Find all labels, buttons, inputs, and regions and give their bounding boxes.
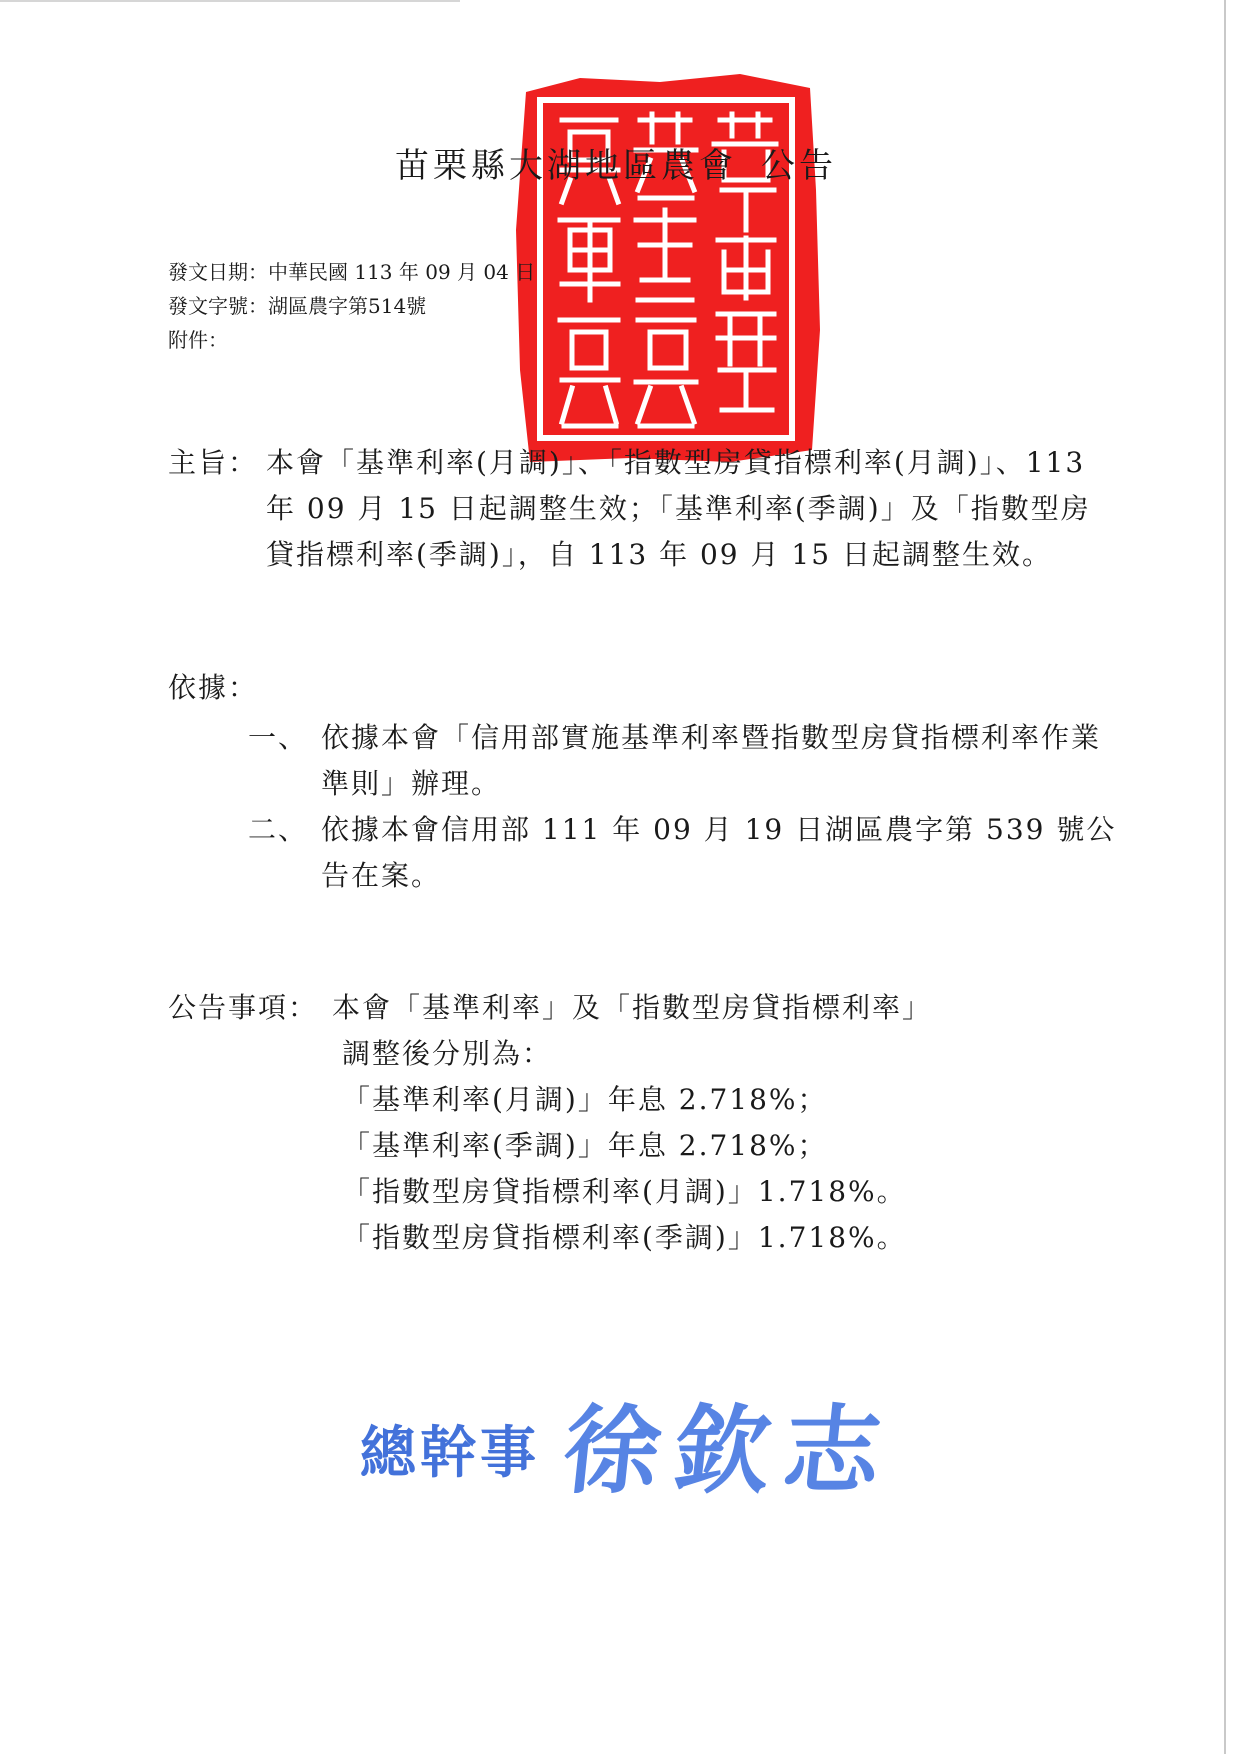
notice-section [168,985,1118,1261]
basis-label: 依據： [168,671,259,704]
official-red-seal-icon [510,70,822,468]
signature-stamp [360,1375,920,1505]
signature-name: 徐欽志 [558,1395,901,1507]
basis-item-number: 一、 [248,721,309,754]
attachment: 附件： [168,328,228,352]
rate-line: 「指數型房貸指標利率(月調)」1.718%。 [342,1175,907,1208]
notice-line: 本會「基準利率」及「指數型房貸指標利率」 [332,991,933,1024]
rate-line: 「基準利率(季調)」年息 2.718%； [342,1129,828,1162]
issue-date: 發文日期：中華民國 113 年 09 月 04 日 [168,260,536,284]
notice-lines [332,985,1118,1261]
title-announcement: 公告 [761,146,837,186]
rate-line: 「指數型房貸指標利率(季調)」1.718%。 [342,1221,907,1254]
scan-edge-top [0,0,460,2]
basis-item-text: 依據本會信用部 111 年 09 月 19 日湖區農字第 539 號公告在案。 [321,813,1117,892]
subject-label: 主旨： [168,446,259,479]
announcement-title [395,138,915,187]
subject-text: 本會「基準利率(月調)」、「指數型房貸指標利率(月調)」、113 年 09 月 15 日起調整生效；「基準利率(季調)」及「指數型房貸指標利率(季調)」，自 113 年 09 月 15 日起調整生效。 [266,446,1091,571]
basis-item [168,807,1118,899]
scan-edge-right [1224,0,1226,1754]
basis-item [168,715,1118,807]
basis-section [168,665,1118,899]
subject-section [168,440,1118,578]
basis-item-text: 依據本會「信用部實施基準利率暨指數型房貸指標利率作業準則」辦理。 [321,721,1102,800]
basis-item-number: 二、 [248,813,309,846]
title-organization: 苗栗縣大湖地區農會 [395,146,737,186]
rate-line: 「基準利率(月調)」年息 2.718%； [342,1083,828,1116]
reference-number: 發文字號：湖區農字第514號 [168,294,427,318]
notice-label: 公告事項： [168,991,319,1024]
notice-line: 調整後分別為： [342,1037,553,1070]
document-meta [168,255,535,357]
signature-title: 總幹事 [360,1421,540,1486]
